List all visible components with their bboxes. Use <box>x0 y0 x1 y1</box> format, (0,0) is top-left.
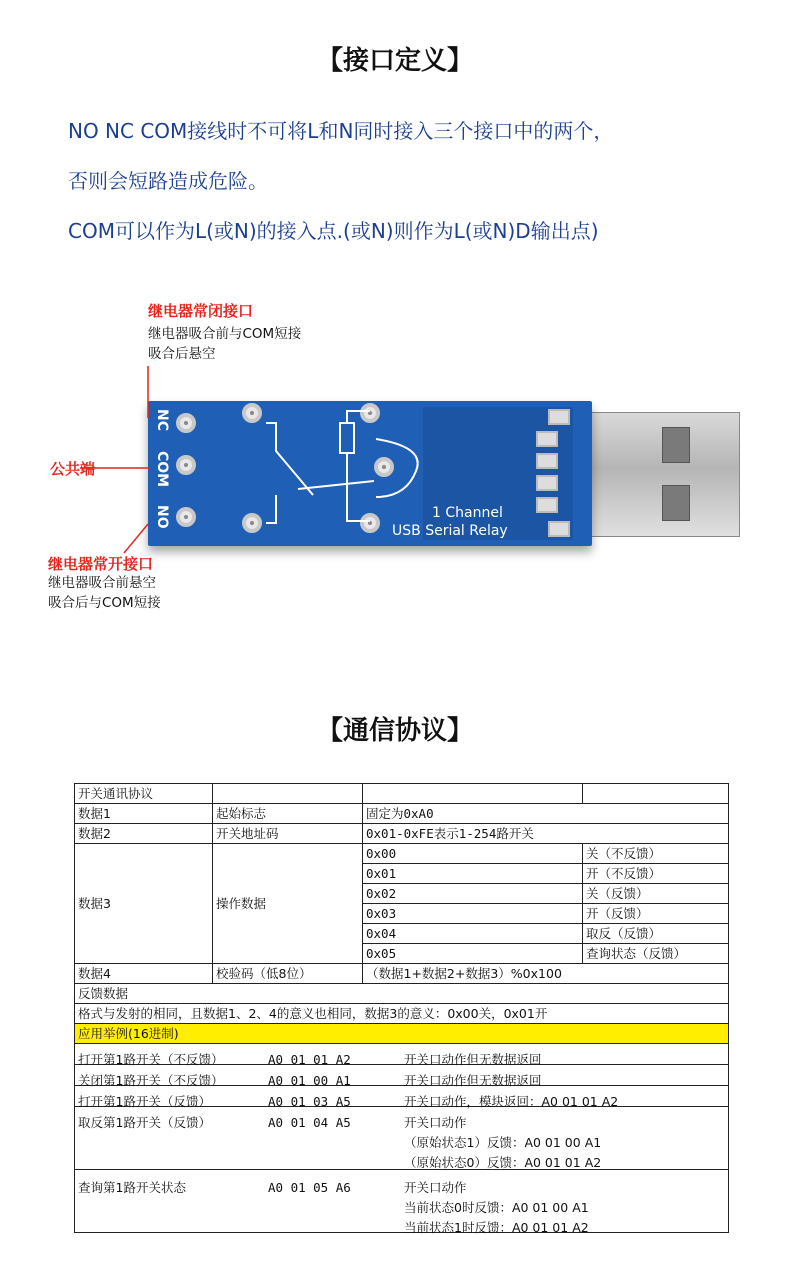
table-row <box>75 844 729 864</box>
example-code: A0 01 04 A5 <box>268 1115 351 1130</box>
d2-value: 0x01-0xFE表示1-254路开关 <box>363 824 729 844</box>
usb-hole-top <box>662 427 690 463</box>
table-row <box>75 984 729 1004</box>
d3-desc: 关（不反馈） <box>583 844 729 864</box>
intro-line-2: 否则会短路造成危险。 <box>68 169 268 193</box>
d1-name: 起始标志 <box>213 804 363 824</box>
d3-desc: 取反（反馈） <box>583 924 729 944</box>
example-code: A0 01 03 A5 <box>268 1094 351 1109</box>
section-title-protocol: 【通信协议】 <box>316 716 473 746</box>
no-callout-title: 继电器常开接口 <box>48 555 154 573</box>
header-pad-1 <box>548 409 570 425</box>
d4-name: 校验码（低8位） <box>213 964 363 984</box>
table-row <box>75 1004 729 1024</box>
d2-label: 数据2 <box>75 824 213 844</box>
d3-code: 0x01 <box>363 864 583 884</box>
example-result: 当前状态1时反馈：A0 01 01 A2 <box>404 1220 589 1235</box>
d3-code: 0x05 <box>363 944 583 964</box>
label-com: COM <box>154 451 170 488</box>
example-result: 开关口动作但无数据返回 <box>404 1073 542 1088</box>
nc-callout-title: 继电器常闭接口 <box>148 302 254 320</box>
label-no: NO <box>154 505 170 529</box>
d2-name: 开关地址码 <box>213 824 363 844</box>
example-action: 打开第1路开关（反馈） <box>78 1094 211 1109</box>
silk-line-1: 1 Channel <box>432 505 503 521</box>
no-callout-note-2: 吸合后与COM短接 <box>48 595 161 611</box>
com-callout-title: 公共端 <box>50 460 96 478</box>
d3-name: 操作数据 <box>213 844 363 964</box>
table-row <box>75 964 729 984</box>
example-action: 查询第1路开关状态 <box>78 1180 186 1195</box>
d3-desc: 开（反馈） <box>583 904 729 924</box>
relay-board <box>148 401 592 546</box>
label-nc: NC <box>154 409 170 431</box>
example-result: （原始状态1）反馈：A0 01 00 A1 <box>404 1135 602 1150</box>
header-pad-5 <box>536 497 558 513</box>
table-row <box>75 824 729 844</box>
example-result: 开关口动作 <box>404 1180 467 1195</box>
example-code: A0 01 05 A6 <box>268 1180 351 1195</box>
feedback-title: 反馈数据 <box>75 984 729 1004</box>
d3-desc: 开（不反馈） <box>583 864 729 884</box>
example-code: A0 01 00 A1 <box>268 1073 351 1088</box>
table-row <box>75 1024 729 1044</box>
d3-code: 0x04 <box>363 924 583 944</box>
relay-schematic-svg <box>148 401 592 546</box>
header-pad-6 <box>548 521 570 537</box>
d3-code: 0x02 <box>363 884 583 904</box>
d3-desc: 关（反馈） <box>583 884 729 904</box>
usb-hole-bottom <box>662 485 690 521</box>
example-title: 应用举例(16进制) <box>75 1024 729 1044</box>
d3-code: 0x03 <box>363 904 583 924</box>
d3-desc: 查询状态（反馈） <box>583 944 729 964</box>
table-header-cell: 开关通讯协议 <box>75 784 213 804</box>
header-pad-2 <box>536 431 558 447</box>
d3-code: 0x00 <box>363 844 583 864</box>
protocol-table <box>74 783 729 1233</box>
example-action: 关闭第1路开关（不反馈） <box>78 1073 224 1088</box>
example-action: 取反第1路开关（反馈） <box>78 1115 211 1130</box>
header-pad-3 <box>536 453 558 469</box>
table-row <box>75 784 729 804</box>
example-result: （原始状态0）反馈：A0 01 01 A2 <box>404 1155 602 1170</box>
d1-label: 数据1 <box>75 804 213 824</box>
example-result: 开关口动作 <box>404 1115 467 1130</box>
feedback-desc: 格式与发射的相同，且数据1、2、4的意义也相同，数据3的意义：0x00关，0x01开 <box>75 1004 729 1024</box>
no-callout-note-1: 继电器吸合前悬空 <box>48 575 156 591</box>
nc-callout-note-2: 吸合后悬空 <box>148 346 216 362</box>
d4-label: 数据4 <box>75 964 213 984</box>
table-row <box>75 804 729 824</box>
usb-plug <box>586 412 740 537</box>
d1-value: 固定为0xA0 <box>363 804 729 824</box>
example-code: A0 01 01 A2 <box>268 1052 351 1067</box>
example-result: 开关口动作，模块返回：A0 01 01 A2 <box>404 1094 619 1109</box>
section-title-interface: 【接口定义】 <box>316 46 473 76</box>
intro-line-1: NO NC COM接线时不可将L和N同时接入三个接口中的两个， <box>68 119 614 143</box>
example-result: 开关口动作但无数据返回 <box>404 1052 542 1067</box>
header-pad-4 <box>536 475 558 491</box>
d3-label: 数据3 <box>75 844 213 964</box>
nc-callout-note-1: 继电器吸合前与COM短接 <box>148 326 302 342</box>
example-result: 当前状态0时反馈：A0 01 00 A1 <box>404 1200 589 1215</box>
example-action: 打开第1路开关（不反馈） <box>78 1052 224 1067</box>
d4-value: （数据1+数据2+数据3）%0x100 <box>363 964 729 984</box>
intro-line-3: COM可以作为L(或N)的接入点.(或N)则作为L(或N)D输出点) <box>68 219 599 243</box>
silk-line-2: USB Serial Relay <box>392 523 508 539</box>
